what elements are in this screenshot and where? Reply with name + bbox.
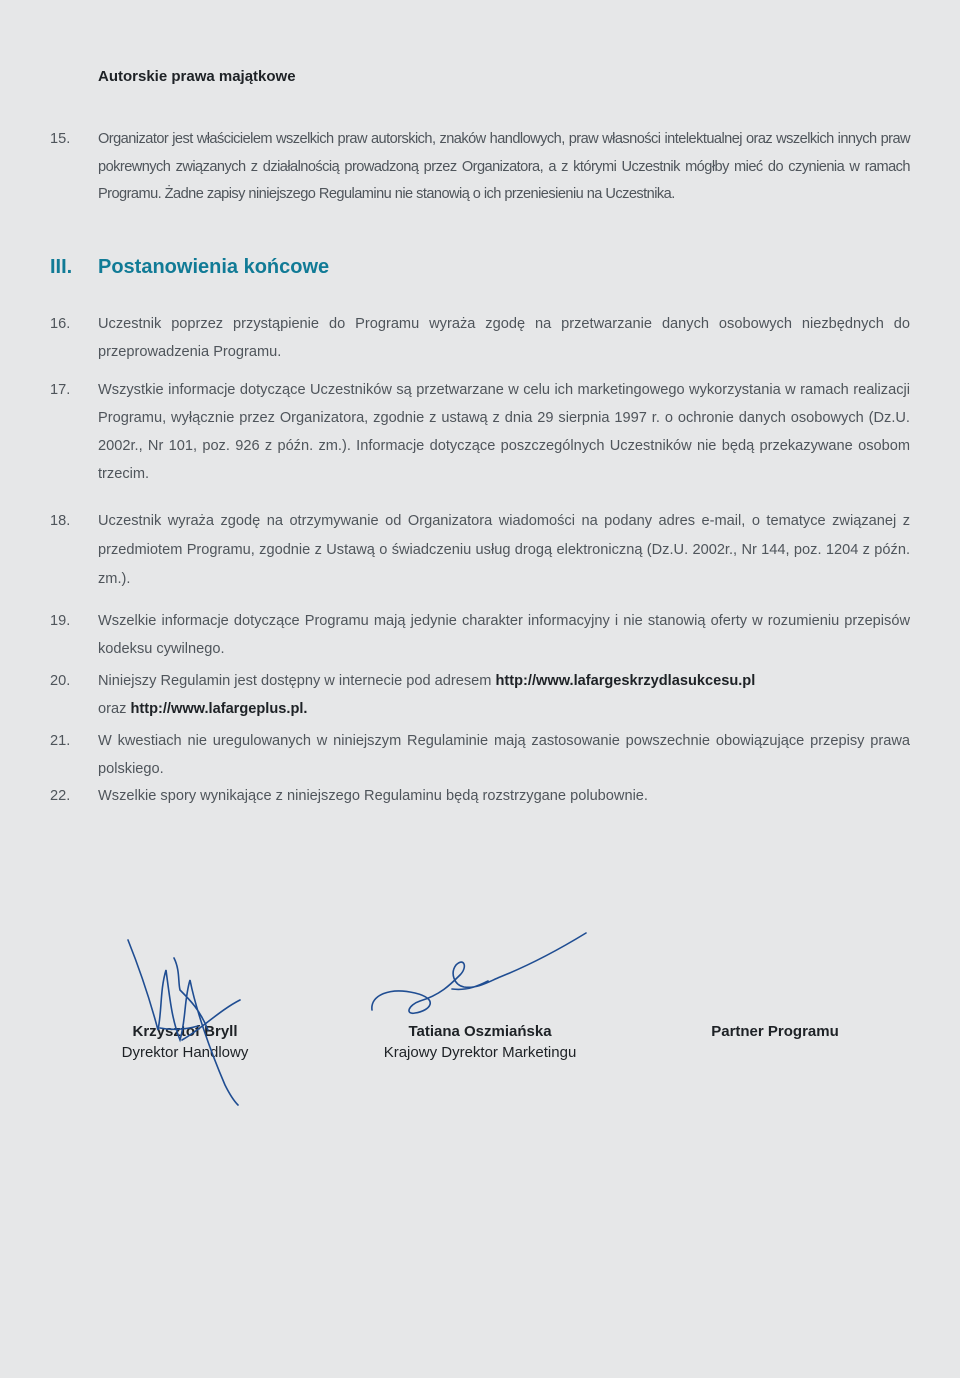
signatory-role: Krajowy Dyrektor Marketingu [383,1044,577,1061]
paragraph-text: Organizator jest właścicielem wszelkich praw autorskich, znaków handlowych, praw własności intelektualnej oraz wszelkich innych praw pokrewnych związanych z działalnością prowadzoną przez Organizatora, a z którymi Uczestnik mógłby mieć do czynienia w ramach Programu. Żadne zapisy niniejszego Regulaminu nie stanowią o ich przeniesieniu na Uczestnika. [98,131,910,202]
handwritten-signature-bryll [100,930,280,1110]
paragraph-text: Uczestnik poprzez przystąpienie do Programu wyraża zgodę na przetwarzanie danych osobowych niezbędnych do przeprowadzenia Programu. [98,316,910,360]
paragraph-number: 19. [50,613,71,629]
section-number: III. [50,256,73,278]
paragraph-20 [50,668,910,723]
paragraph-number: 15. [50,131,71,147]
paragraph-22 [50,783,910,811]
paragraph-text: Wszelkie informacje dotyczące Programu mają jedynie charakter informacyjny i nie stanowią oferty w rozumieniu przepisów kodeksu cywilnego. [98,613,910,657]
handwritten-signature-oszmianska [360,925,600,1025]
paragraph-16 [50,311,910,366]
paragraph-text [98,668,910,723]
signatory-name: Partner Programu [711,1023,839,1040]
paragraph-text-part: oraz [98,700,131,717]
signatory-name: Krzysztof Bryll [132,1023,238,1040]
paragraph-number: 20. [50,673,71,689]
signatory-name: Tatiana Oszmiańska [408,1023,552,1040]
signatory-role: Dyrektor Handlowy [121,1044,249,1061]
paragraph-number: 17. [50,382,71,398]
paragraph-19 [50,608,910,663]
signature-block-oszmianska [360,1023,600,1061]
paragraph-15 [50,126,910,209]
paragraph-number: 18. [50,513,71,529]
signature-block-partner [690,1023,860,1040]
section-heading [50,256,329,279]
paragraph-18 [50,507,910,594]
paragraph-text: Wszelkie spory wynikające z niniejszego Regulaminu będą rozstrzygane polubownie. [98,788,648,804]
website-link-lafargeplus[interactable]: http://www.lafargeplus.pl. [130,700,308,717]
paragraph-number: 22. [50,788,71,804]
paragraph-text: W kwestiach nie uregulowanych w niniejszym Regulaminie mają zastosowanie powszechnie obowiązujące przepisy prawa polskiego. [98,733,910,777]
paragraph-number: 21. [50,733,71,749]
website-link-skrzydla[interactable]: http://www.lafargeskrzydlasukcesu.pl [495,673,756,689]
paragraph-number: 16. [50,316,71,332]
paragraph-text-part: Niniejszy Regulamin jest dostępny w internecie pod adresem [98,673,496,689]
paragraph-17 [50,376,910,488]
paragraph-text: Uczestnik wyraża zgodę na otrzymywanie od Organizatora wiadomości na podany adres e-mail, o tematyce związanej z przedmiotem Programu, zgodnie z Ustawą o świadczeniu usług drogą elektroniczną (Dz.U. 2002r., Nr 144, poz. 1204 z późn. zm.). [98,513,910,587]
section-title: Postanowienia końcowe [98,256,330,278]
copyright-heading: Autorskie prawa majątkowe [98,68,296,85]
paragraph-text: Wszystkie informacje dotyczące Uczestników są przetwarzane w celu ich marketingowego wykorzystania w ramach realizacji Programu, wyłącznie przez Organizatora, zgodnie z ustawą z dnia 29 sierpnia 1997 r. o ochronie danych osobowych (Dz.U. 2002r., Nr 101, poz. 926 z późn. zm.). Informacje dotyczące poszczególnych Uczestników nie będą przekazywane osobom trzecim. [98,382,910,482]
paragraph-21 [50,728,910,783]
